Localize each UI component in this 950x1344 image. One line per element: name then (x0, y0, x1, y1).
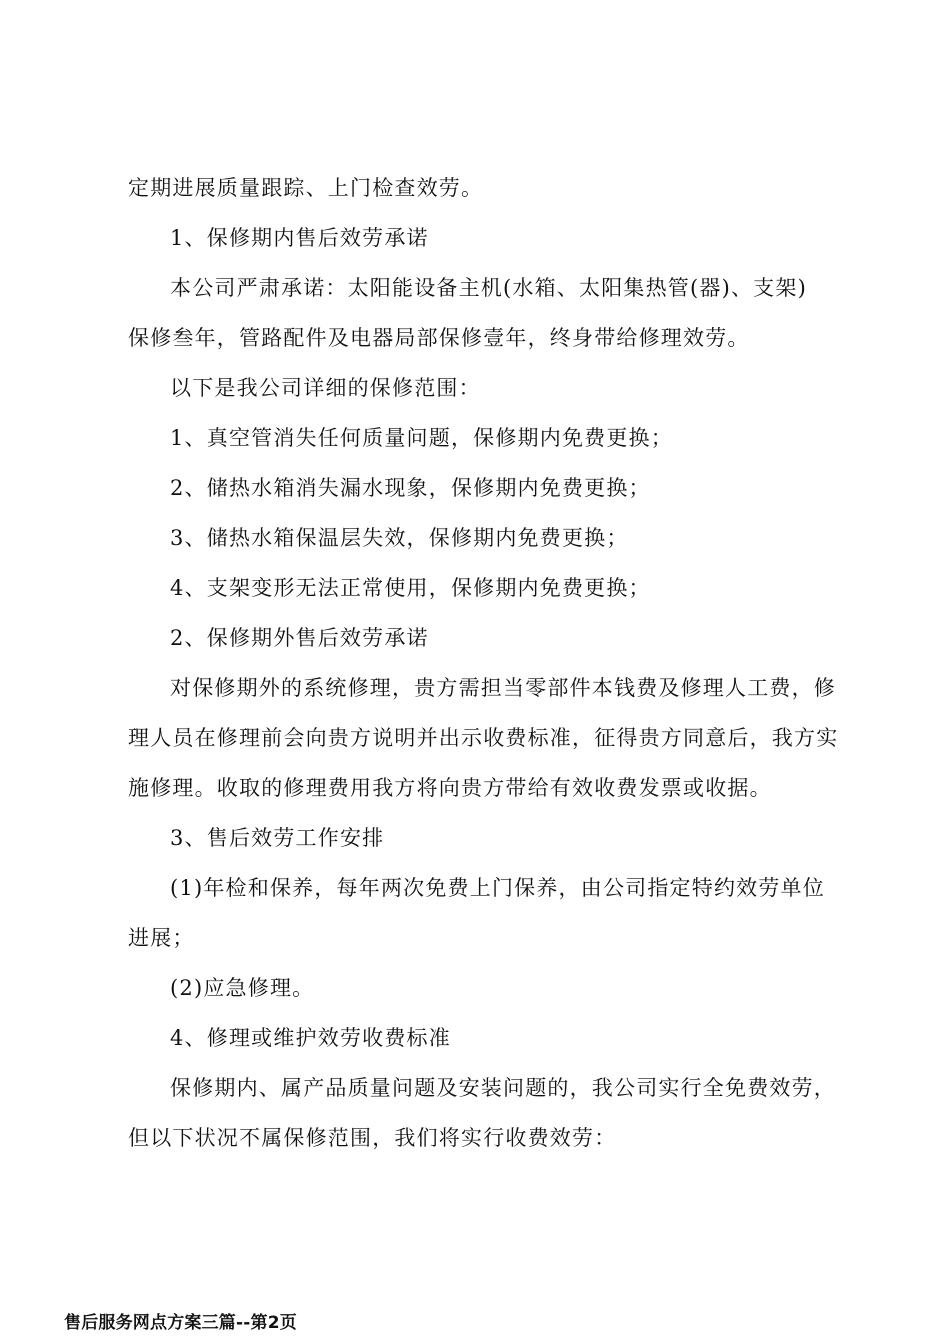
text-line: 保修叁年，管路配件及电器局部保修壹年，终身带给修理效劳。 (128, 326, 750, 350)
text-line: 进展； (128, 926, 195, 950)
section-heading: 1、保修期内售后效劳承诺 (170, 226, 429, 250)
text-line: 施修理。收取的修理费用我方将向贵方带给有效收费发票或收据。 (128, 776, 772, 800)
text-line: 本公司严肃承诺：太阳能设备主机(水箱、太阳集热管(器)、支架) (170, 276, 807, 300)
text-line: 理人员在修理前会向贵方说明并出示收费标准，征得贵方同意后，我方实 (128, 726, 839, 750)
list-item: 3、储热水箱保温层失效，保修期内免费更换； (170, 526, 629, 550)
text-line: 定期进展质量跟踪、上门检查效劳。 (128, 176, 484, 200)
section-heading: 2、保修期外售后效劳承诺 (170, 626, 429, 650)
list-item: 1、真空管消失任何质量问题，保修期内免费更换； (170, 426, 673, 450)
list-item: 4、支架变形无法正常使用，保修期内免费更换； (170, 576, 651, 600)
list-item: (2)应急修理。 (170, 976, 315, 1000)
text-line: 但以下状况不属保修范围，我们将实行收费效劳： (128, 1126, 617, 1150)
page-footer: 售后服务网点方案三篇--第2页 (64, 1313, 297, 1333)
list-item: 2、储热水箱消失漏水现象，保修期内免费更换； (170, 476, 651, 500)
text-line: 以下是我公司详细的保修范围： (170, 376, 481, 400)
text-line: 对保修期外的系统修理，贵方需担当零部件本钱费及修理人工费，修 (170, 676, 836, 700)
list-item: (1)年检和保养，每年两次免费上门保养，由公司指定特约效劳单位 (170, 876, 825, 900)
section-heading: 3、售后效劳工作安排 (170, 826, 385, 850)
section-heading: 4、修理或维护效劳收费标准 (170, 1026, 451, 1050)
text-line: 保修期内、属产品质量问题及安装问题的，我公司实行全免费效劳， (170, 1076, 836, 1100)
